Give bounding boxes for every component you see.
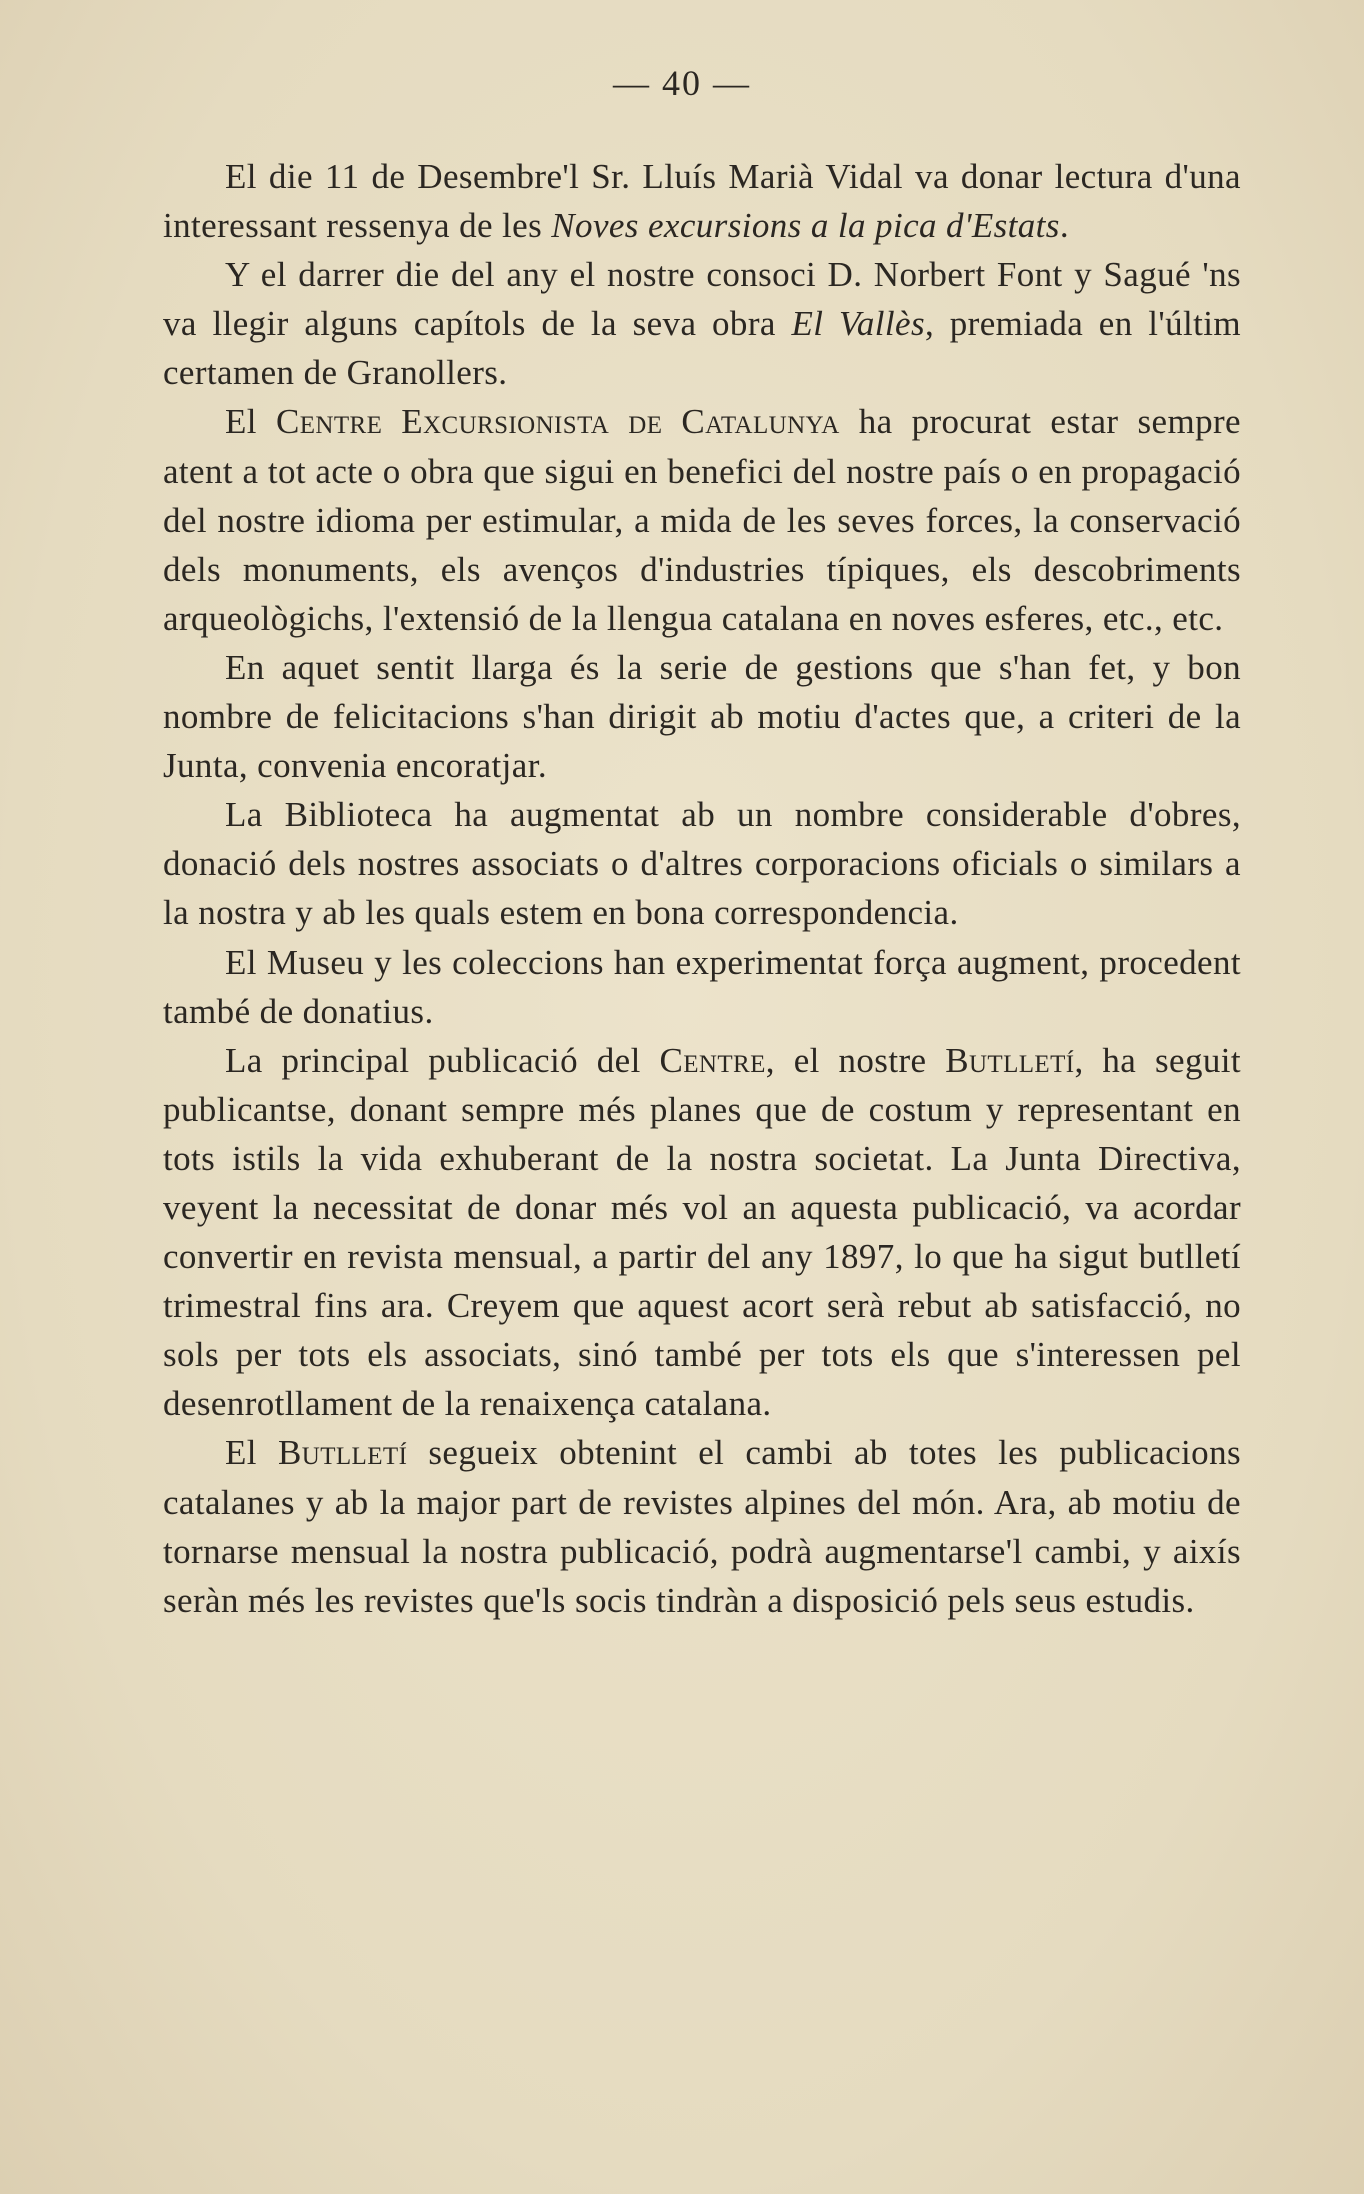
- text-run: .: [1059, 206, 1069, 246]
- paragraph: [163, 397, 1241, 642]
- paragraph: [163, 643, 1241, 790]
- text-run: ha procurat estar sempre atent a tot acte o obra que sigui en benefici del nostre país o en propagació del nostre idioma per estimular, a mida de les seves forces, la conservació dels monuments, els avenços d'industries típiques, els descobriments arqueològichs, l'extensió de la llengua catalana en noves esferes, etc., etc.: [163, 402, 1241, 638]
- paragraph: [163, 938, 1241, 1036]
- small-caps-name: Butlletí: [945, 1040, 1075, 1080]
- page-number: — 40 —: [613, 63, 751, 103]
- small-caps-name: Butlletí: [278, 1433, 408, 1473]
- text-run: El: [225, 1433, 279, 1473]
- text-run: segueix obtenint el cambi ab totes les publicacions catalanes y ab la major part de revistes alpines del món. Ara, ab motiu de tornarse mensual la nostra publicació, podrà augmentarse'l cambi, y aixís seràn més les revistes que'ls socis tindràn a disposició pels seus estudis.: [163, 1433, 1241, 1620]
- text-run: El: [225, 402, 276, 442]
- italic-title: El Vallès: [791, 304, 925, 344]
- small-caps-name: Centre Excursionista de Catalunya: [275, 402, 840, 442]
- text-run: El die 11 de Desembre'l Sr. Lluís Marià Vidal va donar lectura d'una interessant ressenya de les: [163, 157, 1241, 246]
- text-run: , premiada en l'últim certamen de Granollers.: [163, 304, 1241, 393]
- paragraph: [163, 152, 1241, 250]
- paragraph: [163, 790, 1241, 937]
- paragraph: [163, 250, 1241, 397]
- text-run: En aquet sentit llarga és la serie de gestions que s'han fet, y bon nombre de felicitacions s'han dirigit ab motiu d'actes que, a criteri de la Junta, convenia encoratjar.: [163, 647, 1241, 786]
- small-caps-name: Centre: [659, 1040, 766, 1080]
- paragraph: [163, 1036, 1241, 1429]
- paragraph: [163, 1428, 1241, 1624]
- text-run: , el nostre: [765, 1040, 946, 1080]
- body-text: [163, 152, 1241, 1625]
- italic-title: Noves excursions a la pica d'Estats: [551, 206, 1060, 246]
- text-run: La Biblioteca ha augmentat ab un nombre considerable d'obres, donació dels nostres associats o d'altres corporacions oficials o similars a la nostra y ab les quals estem en bona correspondencia.: [163, 795, 1241, 933]
- text-run: , ha seguit publicantse, donant sempre més planes que de costum y representant en tots istils la vida exhuberant de la nostra societat. La Junta Directiva, veyent la necessitat de donar més vol an aquesta publicació, va acordar convertir en revista mensual, a partir del any 1897, lo que ha sigut butlletí trimestral fins ara. Creyem que aquest acort serà rebut ab satisfacció, no sols per tots els associats, sinó també per tots els que s'interessen pel desenrotllament de la renaixença catalana.: [163, 1040, 1241, 1424]
- text-run: La principal publicació del: [225, 1040, 660, 1080]
- text-run: El Museu y les coleccions han experimentat força augment, procedent també de donatius.: [163, 942, 1241, 1031]
- text-run: Y el darrer die del any el nostre consoci D. Norbert Font y Sagué 'ns va llegir alguns capítols de la seva obra: [163, 255, 1241, 344]
